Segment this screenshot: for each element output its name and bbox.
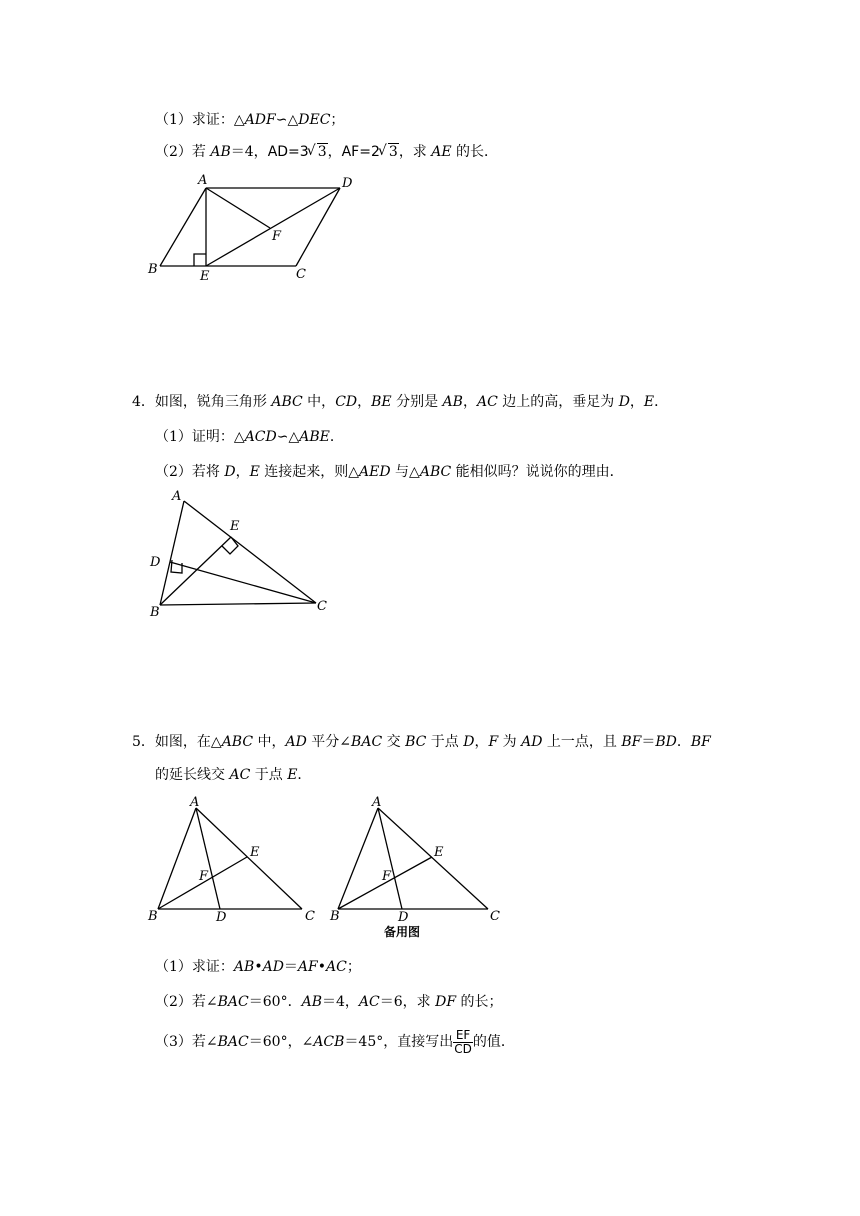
q3-part1-prefix: （1）求证：△ xyxy=(155,112,245,128)
q5-part1-expr2: AF•AC xyxy=(297,959,347,975)
q5-stem-abc: ABC xyxy=(221,734,254,750)
q5-part2-bac: BAC xyxy=(217,994,249,1010)
q3-label-a: A xyxy=(198,173,208,188)
q5a-label-d: D xyxy=(216,910,227,925)
q4-part2-d: D xyxy=(224,464,236,480)
q5-part2-val: ＝60°． xyxy=(248,994,302,1010)
q3-label-f: F xyxy=(272,229,282,244)
q5-part3-fraction xyxy=(453,1029,473,1056)
q5-part2-df: DF xyxy=(435,994,457,1010)
q4-part2-aed: AED xyxy=(359,464,391,480)
q5b-label-f: F xyxy=(382,869,392,884)
q4-stem-c: ， xyxy=(357,394,372,410)
q4-part2-e: E xyxy=(249,464,260,480)
q5-stem-e: 于点 xyxy=(426,734,464,750)
q3-part2-comma: ， xyxy=(327,144,342,160)
q5-part3-prefix: （3）若∠ xyxy=(155,1034,218,1050)
q5-part2-ac: AC xyxy=(358,994,380,1010)
q5a-label-a: A xyxy=(190,795,200,810)
q4-label-d: D xyxy=(150,555,161,570)
q3-part2-ab: AB xyxy=(210,144,231,160)
q5-stem-h: 上一点，且 xyxy=(542,734,622,750)
q4-stem-end: ． xyxy=(654,394,669,410)
q4-stem-d: 分别是 xyxy=(391,394,443,410)
q5-stem-dpt: D xyxy=(463,734,475,750)
q3-label-d: D xyxy=(342,176,353,191)
q5-stem-bac: BAC xyxy=(351,734,383,750)
q5-stem-bf2: BF xyxy=(690,734,711,750)
q5a-label-b: B xyxy=(148,909,158,924)
q4-label-e: E xyxy=(230,519,240,534)
q5-stem-ad: AD xyxy=(285,734,307,750)
q5b-label-b: B xyxy=(330,909,340,924)
q3-label-b: B xyxy=(148,262,158,277)
q5b-label-d: D xyxy=(398,910,409,925)
q5-stem-bd: BD xyxy=(655,734,677,750)
q3-part1-triangle1: ADF xyxy=(244,112,276,128)
q4-part1-triangle2: ABE xyxy=(299,429,330,445)
q5b-seg-ad xyxy=(378,808,402,909)
q5-stem-c: 平分∠ xyxy=(306,734,352,750)
q5-stem-bf: BF xyxy=(621,734,642,750)
q5b-seg-ab xyxy=(338,808,378,909)
q4-label-a: A xyxy=(172,489,182,504)
q5-stem-a: 5．如图，在△ xyxy=(132,734,222,750)
q3-part1-similar: ∽△ xyxy=(275,112,299,128)
q4-stem-a: 4．如图，锐角三角形 xyxy=(132,394,272,410)
q5-line2-ac: AC xyxy=(229,767,251,783)
q5-part2-eq4: ＝4， xyxy=(322,994,359,1010)
q4-part1-prefix: （1）证明：△ xyxy=(155,429,245,445)
q4-stem-f: 边上的高，垂足为 xyxy=(497,394,619,410)
q3-part2-prefix: （2）若 xyxy=(155,144,211,160)
q3-part1-triangle2: DEC xyxy=(298,112,331,128)
q5-part1-prefix: （1）求证： xyxy=(155,959,234,975)
q4-part2-prefix: （2）若将 xyxy=(155,464,225,480)
q5-part3-denominator: CD xyxy=(454,1041,472,1056)
q3-part2-sqrt1-radicand: 3 xyxy=(317,144,327,160)
q3-part2-ask: ，求 xyxy=(398,144,432,160)
q5-part1-eq: ＝ xyxy=(283,959,298,975)
q4-stem-ept: E xyxy=(643,394,655,410)
q4-part2-abc: ABC xyxy=(419,464,452,480)
q5-part1-expr: AB•AD xyxy=(233,959,284,975)
q4-part2-mid2: 与△ xyxy=(390,464,420,480)
q5b-label-a: A xyxy=(372,795,382,810)
q5-part3-end: 的值． xyxy=(472,1034,515,1050)
q5-line2-b: 于点 xyxy=(250,767,288,783)
q4-part1-triangle1: ACD xyxy=(244,429,277,445)
q3-part2-end: 的长． xyxy=(451,144,499,160)
q5b-seg-ac xyxy=(378,808,488,909)
q4-stem-e: ， xyxy=(462,394,477,410)
q5-stem-j: ． xyxy=(676,734,691,750)
q4-stem-dpt: D xyxy=(618,394,630,410)
q5-stem-bc: BC xyxy=(405,734,427,750)
q3-label-e: E xyxy=(200,269,210,284)
q5-line2-end: ． xyxy=(297,767,312,783)
q5a-label-c: C xyxy=(305,909,315,924)
q4-stem-b: 中， xyxy=(302,394,336,410)
q5-part3-numerator: EF xyxy=(453,1029,473,1043)
q3-part2-sqrt2-radicand: 3 xyxy=(388,144,398,160)
q3-part2-af: AF=2 xyxy=(341,144,380,160)
q4-stem-ab: AB xyxy=(442,394,463,410)
q4-stem-be: BE xyxy=(371,394,392,410)
q5-part2-eq6: ＝6，求 xyxy=(379,994,436,1010)
q4-stem-abc: ABC xyxy=(271,394,303,410)
q5-part3-acb: ACB xyxy=(313,1034,345,1050)
q5-stem-i: ＝ xyxy=(641,734,656,750)
q5-part3-val: ＝60°，∠ xyxy=(248,1034,314,1050)
q5b-label-e: E xyxy=(434,845,444,860)
q5-stem-ad2: AD xyxy=(521,734,543,750)
q5-stem-f: ， xyxy=(474,734,489,750)
q5-part2 xyxy=(155,992,503,1012)
q5-stem-fpt: F xyxy=(488,734,499,750)
q5-part3 xyxy=(155,1028,515,1056)
q5-part1 xyxy=(155,957,361,977)
q4-stem-g: ， xyxy=(629,394,644,410)
q3-label-c: C xyxy=(296,267,306,282)
q5a-label-e: E xyxy=(250,845,260,860)
q3-part2-ae: AE xyxy=(431,144,452,160)
q4-part1-similar: ∽△ xyxy=(276,429,300,445)
q4-label-c: C xyxy=(317,599,327,614)
q5-part3-bac: BAC xyxy=(217,1034,249,1050)
q5-part1-end: ； xyxy=(346,959,361,975)
q5b-caption: 备用图 xyxy=(384,925,421,939)
q5-part2-prefix: （2）若∠ xyxy=(155,994,218,1010)
q4-part2-comma: ， xyxy=(235,464,250,480)
q5a-label-f: F xyxy=(199,869,209,884)
q5-stem-d: 交 xyxy=(382,734,406,750)
q4-label-b: B xyxy=(150,605,160,620)
q4-stem-cd: CD xyxy=(335,394,358,410)
q5-part2-end: 的长； xyxy=(456,994,503,1010)
q3-part1-end: ； xyxy=(330,112,345,128)
q5-stem-g: 为 xyxy=(498,734,522,750)
q5-line2-e: E xyxy=(287,767,298,783)
q4-part2-mid: 连接起来，则△ xyxy=(259,464,360,480)
q3-part2-eq4: ＝4， xyxy=(230,144,268,160)
q5b-label-c: C xyxy=(490,909,500,924)
q4-stem-ac: AC xyxy=(476,394,498,410)
q5-line2-a: 的延长线交 xyxy=(155,767,230,783)
q5-stem-b: 中， xyxy=(253,734,286,750)
q4-part1-end: ． xyxy=(329,429,344,445)
q5-part2-ab: AB xyxy=(301,994,322,1010)
q5-part3-val2: ＝45°，直接写出 xyxy=(344,1034,454,1050)
q3-part2-ad: AD=3 xyxy=(267,144,309,160)
q4-part2-end: 能相似吗？说说你的理由． xyxy=(451,464,624,480)
